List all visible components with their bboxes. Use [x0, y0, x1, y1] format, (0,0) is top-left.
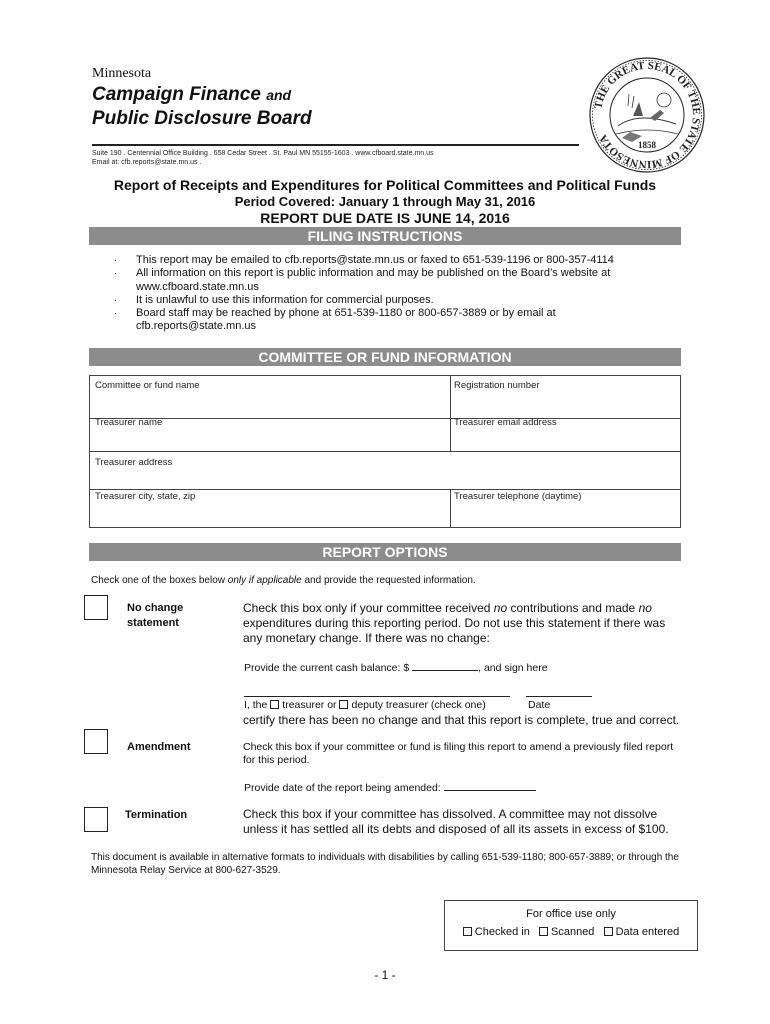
- description-text: expenditures during this reporting period. Do not use this statement if there was any monetary change. If there was no change:: [243, 616, 666, 645]
- report-options-heading: REPORT OPTIONS: [89, 543, 681, 561]
- table-divider: [450, 376, 451, 418]
- table-divider: [450, 489, 451, 528]
- treasurer-phone-field[interactable]: Treasurer telephone (daytime): [454, 491, 582, 502]
- board-name-part: Campaign Finance: [92, 84, 261, 105]
- instruction-text: This report may be emailed to cfb.reports@state.mn.us or faxed to 651-539-1196 or 800-357-4114: [136, 254, 614, 266]
- checked-in-checkbox[interactable]: [463, 927, 472, 936]
- instruction-text: All information on this report is public information and may be published on the Board’s website at www.cfboard.state.mn.us: [136, 267, 611, 293]
- board-address: [92, 149, 434, 167]
- due-date: REPORT DUE DATE IS JUNE 14, 2016: [260, 210, 510, 226]
- list-item: [110, 267, 670, 294]
- accessibility-note: This document is available in alternative formats to individuals with disabilities by calling 651-539-1180; 800-657-3889; or through the Minnesota Relay Service at 800-627-3529.: [91, 852, 679, 876]
- termination-description: Check this box if your committee has dissolved. A committee may not dissolve unless it has settled all its debts and disposed of all its assets in excess of $100.: [243, 807, 669, 836]
- table-divider: [450, 418, 451, 451]
- certify-statement: certify there has been no change and that this report is complete, true and correct.: [243, 713, 680, 727]
- intro-text: and provide the requested information.: [301, 575, 476, 586]
- address-line: Suite 190 . Centennial Office Building . 658 Cedar Street . St. Paul MN 55155-1603 . www.cfboard.state.mn.us: [92, 150, 434, 157]
- description-emphasis: no: [638, 601, 652, 615]
- state-seal-icon: [588, 56, 706, 174]
- state-name: Minnesota: [92, 66, 152, 81]
- committee-info-table: [89, 375, 681, 528]
- deputy-treasurer-option: deputy treasurer (check one): [351, 699, 486, 711]
- table-divider: [90, 451, 680, 452]
- intro-emphasis: only if applicable: [227, 575, 302, 586]
- treasurer-email-field[interactable]: Treasurer email address: [454, 417, 557, 428]
- seal-year: 1858: [638, 140, 656, 150]
- intro-text: Check one of the boxes below: [91, 575, 228, 586]
- page-number: - 1 -: [374, 968, 396, 982]
- amendment-checkbox[interactable]: [84, 729, 108, 754]
- amendment-date-row: [244, 780, 536, 795]
- office-use-box: [444, 900, 698, 951]
- data-entered-checkbox[interactable]: [604, 927, 613, 936]
- instruction-text: It is unlawful to use this information for commercial purposes.: [136, 293, 434, 306]
- committee-name-field[interactable]: Committee or fund name: [95, 380, 200, 391]
- checked-in-label: Checked in: [474, 926, 530, 938]
- cash-balance-row: [244, 660, 548, 675]
- board-name-line2: Public Disclosure Board: [92, 108, 312, 129]
- filing-instructions-list: [110, 254, 670, 334]
- description-text: contributions and made: [507, 601, 639, 615]
- signature-prefix: I, the: [244, 699, 268, 711]
- scanned-checkbox[interactable]: [539, 927, 548, 936]
- seal-ring-text: THE GREAT SEAL OF THE STATE OF MINNESOTA: [592, 59, 703, 171]
- bullet-icon: ·: [114, 308, 117, 319]
- registration-number-field[interactable]: Registration number: [454, 380, 540, 391]
- report-title: Report of Receipts and Expenditures for Political Committees and Political Funds: [113, 177, 657, 193]
- instruction-text: Board staff may be reached by phone at 651-539-1180 or 800-657-3889 or by email at cfb.reports@state.mn.us: [136, 307, 556, 333]
- board-name-and: and: [266, 87, 292, 103]
- table-divider: [90, 489, 680, 490]
- termination-label: Termination: [125, 809, 188, 821]
- bullet-icon: ·: [114, 255, 117, 265]
- office-use-options: [445, 926, 697, 938]
- date-caption: Date: [528, 699, 551, 711]
- amendment-date-input[interactable]: [444, 780, 536, 791]
- signature-date-line[interactable]: [526, 696, 592, 697]
- cash-balance-input[interactable]: [412, 660, 478, 671]
- amendment-label: Amendment: [127, 741, 191, 753]
- label-line: No change: [127, 602, 184, 614]
- period-covered: Period Covered: January 1 through May 31, 2016: [234, 194, 536, 209]
- office-use-heading: For office use only: [526, 908, 616, 920]
- label-line: statement: [127, 617, 179, 629]
- board-name-line1: [92, 84, 291, 106]
- no-change-description: [243, 601, 683, 646]
- data-entered-label: Data entered: [615, 926, 680, 938]
- signature-line[interactable]: [244, 696, 510, 697]
- cash-balance-label: Provide the current cash balance: $: [244, 662, 410, 674]
- cash-balance-suffix: , and sign here: [478, 662, 548, 674]
- treasurer-name-field[interactable]: Treasurer name: [95, 417, 163, 428]
- deputy-treasurer-checkbox[interactable]: [339, 700, 348, 709]
- signature-caption: [244, 699, 684, 712]
- list-item: [110, 307, 670, 334]
- description-emphasis: no: [493, 601, 508, 615]
- no-change-label: [127, 601, 183, 631]
- treasurer-option: treasurer or: [282, 699, 337, 711]
- report-options-intro: [91, 575, 476, 586]
- amendment-date-prompt: Provide date of the report being amended:: [244, 782, 441, 794]
- no-change-checkbox[interactable]: [84, 595, 108, 620]
- list-item: [110, 254, 670, 267]
- treasurer-checkbox[interactable]: [270, 700, 279, 709]
- amendment-description: Check this box if your committee or fund is filing this report to amend a previously filed report for this period.: [243, 741, 674, 766]
- email-line: Email at: cfb.reports@state.mn.us .: [92, 159, 202, 166]
- description-text: Check this box only if your committee received: [243, 601, 494, 615]
- committee-info-heading: COMMITTEE OR FUND INFORMATION: [89, 348, 681, 366]
- treasurer-city-field[interactable]: Treasurer city, state, zip: [95, 491, 196, 502]
- header-rule: [92, 144, 579, 146]
- list-item: [110, 294, 670, 307]
- table-divider: [90, 418, 680, 419]
- bullet-icon: ·: [114, 294, 117, 305]
- termination-checkbox[interactable]: [84, 807, 108, 832]
- scanned-label: Scanned: [551, 926, 595, 938]
- bullet-icon: ·: [114, 268, 117, 279]
- treasurer-address-field[interactable]: Treasurer address: [95, 457, 173, 468]
- filing-instructions-heading: FILING INSTRUCTIONS: [89, 227, 681, 245]
